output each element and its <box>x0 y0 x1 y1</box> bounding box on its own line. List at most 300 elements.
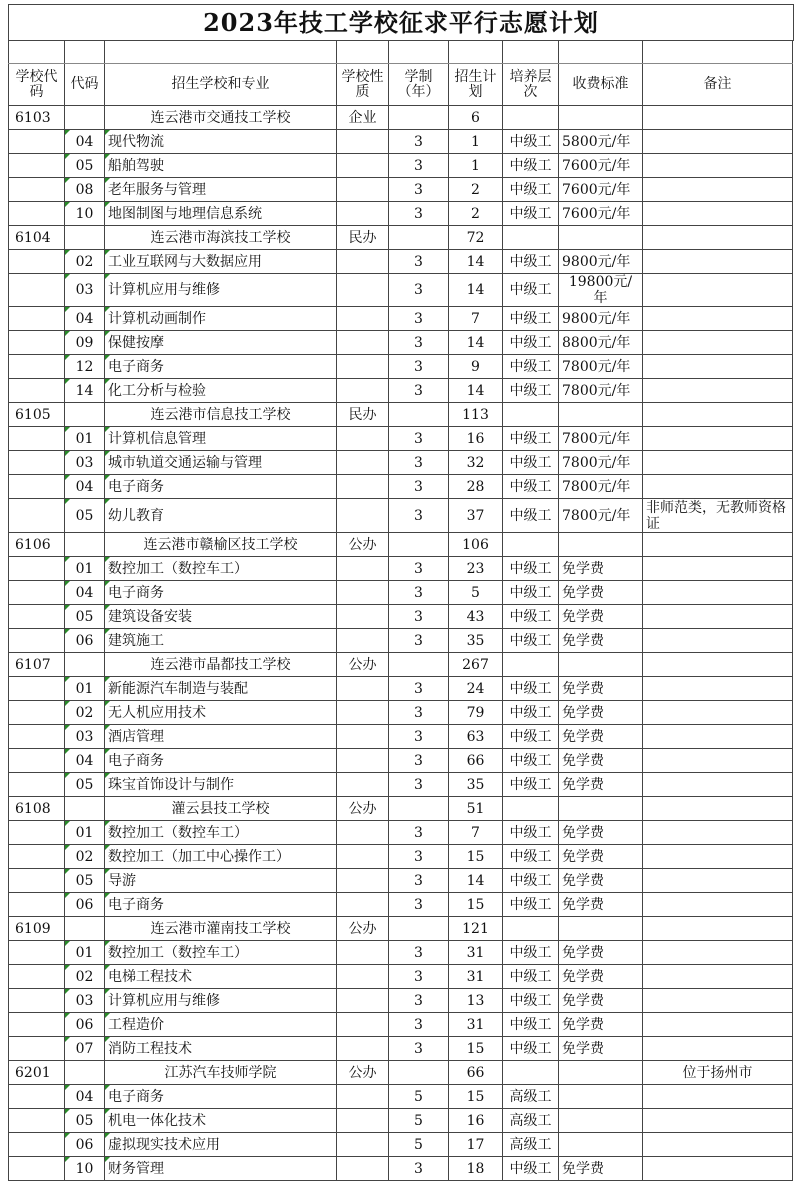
spacer-row <box>9 41 793 64</box>
major-level-cell: 中级工 <box>503 451 559 475</box>
major-fee-cell: 免学费 <box>559 989 643 1013</box>
major-row <box>9 629 793 653</box>
major-years-cell: 3 <box>389 499 449 533</box>
major-years-cell: 3 <box>389 307 449 331</box>
school-nature-cell: 公办 <box>337 917 389 941</box>
major-fee-cell: 7600元/年 <box>559 178 643 202</box>
major-fee-cell: 免学费 <box>559 869 643 893</box>
major-fee-cell: 免学费 <box>559 965 643 989</box>
major-code-cell: 10 <box>65 202 105 226</box>
school-note-cell <box>643 797 793 821</box>
school-nature-cell: 企业 <box>337 106 389 130</box>
major-code-cell: 04 <box>65 130 105 154</box>
major-nature-cell <box>337 749 389 773</box>
major-nature-cell <box>337 451 389 475</box>
major-note-cell <box>643 331 793 355</box>
major-years-cell: 3 <box>389 965 449 989</box>
school-code-cell <box>9 629 65 653</box>
major-note-cell <box>643 701 793 725</box>
major-nature-cell <box>337 677 389 701</box>
major-note-cell <box>643 605 793 629</box>
major-level-cell: 中级工 <box>503 250 559 274</box>
major-nature-cell <box>337 1037 389 1061</box>
school-nature-cell: 民办 <box>337 226 389 250</box>
major-name-cell: 电子商务 <box>105 475 337 499</box>
major-level-cell: 中级工 <box>503 773 559 797</box>
school-code-cell: 6107 <box>9 653 65 677</box>
major-level-cell: 高级工 <box>503 1085 559 1109</box>
major-level-cell: 中级工 <box>503 965 559 989</box>
major-note-cell <box>643 965 793 989</box>
major-row <box>9 845 793 869</box>
major-fee-cell: 8800元/年 <box>559 331 643 355</box>
school-row <box>9 403 793 427</box>
major-code-cell: 14 <box>65 379 105 403</box>
school-plan-cell: 267 <box>449 653 503 677</box>
major-name-cell: 新能源汽车制造与装配 <box>105 677 337 701</box>
major-level-cell: 中级工 <box>503 178 559 202</box>
major-plan-cell: 13 <box>449 989 503 1013</box>
school-plan-cell: 6 <box>449 106 503 130</box>
header-plan: 招生计划 <box>449 64 503 106</box>
school-code-cell <box>9 749 65 773</box>
major-plan-cell: 28 <box>449 475 503 499</box>
major-years-cell: 3 <box>389 845 449 869</box>
major-nature-cell <box>337 845 389 869</box>
major-note-cell <box>643 869 793 893</box>
school-name-cell: 江苏汽车技师学院 <box>105 1061 337 1085</box>
school-code-cell <box>9 178 65 202</box>
major-name-cell: 虚拟现实技术应用 <box>105 1133 337 1157</box>
school-fee-cell <box>559 106 643 130</box>
school-fee-cell <box>559 653 643 677</box>
major-level-cell: 高级工 <box>503 1109 559 1133</box>
school-name-cell: 连云港市交通技工学校 <box>105 106 337 130</box>
major-row <box>9 274 793 307</box>
major-fee-cell: 免学费 <box>559 773 643 797</box>
major-nature-cell <box>337 499 389 533</box>
major-years-cell: 3 <box>389 821 449 845</box>
school-code-cell: 6106 <box>9 533 65 557</box>
major-row <box>9 379 793 403</box>
major-code-cell: 07 <box>65 1037 105 1061</box>
major-code-cell: 06 <box>65 893 105 917</box>
major-level-cell: 中级工 <box>503 941 559 965</box>
major-nature-cell <box>337 307 389 331</box>
major-note-cell <box>643 379 793 403</box>
major-name-cell: 计算机动画制作 <box>105 307 337 331</box>
major-code-cell: 01 <box>65 557 105 581</box>
major-plan-cell: 31 <box>449 1013 503 1037</box>
major-plan-cell: 14 <box>449 869 503 893</box>
major-plan-cell: 23 <box>449 557 503 581</box>
major-fee-cell: 7600元/年 <box>559 154 643 178</box>
major-row <box>9 355 793 379</box>
major-code-cell <box>65 797 105 821</box>
school-fee-cell <box>559 797 643 821</box>
major-level-cell: 高级工 <box>503 1133 559 1157</box>
major-years-cell: 5 <box>389 1133 449 1157</box>
major-level-cell: 中级工 <box>503 475 559 499</box>
major-years-cell: 3 <box>389 451 449 475</box>
major-nature-cell <box>337 557 389 581</box>
major-name-cell: 无人机应用技术 <box>105 701 337 725</box>
school-code-cell <box>9 355 65 379</box>
major-nature-cell <box>337 773 389 797</box>
major-note-cell <box>643 941 793 965</box>
school-name-cell: 连云港市海滨技工学校 <box>105 226 337 250</box>
major-code-cell: 04 <box>65 307 105 331</box>
major-years-cell: 3 <box>389 773 449 797</box>
major-fee-cell: 7800元/年 <box>559 427 643 451</box>
major-name-cell: 酒店管理 <box>105 725 337 749</box>
major-code-cell: 04 <box>65 475 105 499</box>
major-name-cell: 珠宝首饰设计与制作 <box>105 773 337 797</box>
school-fee-cell <box>559 226 643 250</box>
major-row <box>9 701 793 725</box>
major-note-cell <box>643 202 793 226</box>
major-level-cell: 中级工 <box>503 725 559 749</box>
major-name-cell: 工程造价 <box>105 1013 337 1037</box>
major-note-cell <box>643 581 793 605</box>
major-code-cell: 10 <box>65 1157 105 1181</box>
school-code-cell <box>9 605 65 629</box>
major-level-cell: 中级工 <box>503 355 559 379</box>
major-row <box>9 178 793 202</box>
major-nature-cell <box>337 379 389 403</box>
major-code-cell: 04 <box>65 581 105 605</box>
major-code-cell: 04 <box>65 749 105 773</box>
major-code-cell: 01 <box>65 821 105 845</box>
major-years-cell: 3 <box>389 331 449 355</box>
major-nature-cell <box>337 821 389 845</box>
major-fee-cell: 免学费 <box>559 941 643 965</box>
school-code-cell <box>9 250 65 274</box>
major-plan-cell: 35 <box>449 629 503 653</box>
major-code-cell: 05 <box>65 1109 105 1133</box>
major-note-cell <box>643 451 793 475</box>
major-nature-cell <box>337 941 389 965</box>
major-level-cell: 中级工 <box>503 331 559 355</box>
major-fee-cell: 免学费 <box>559 845 643 869</box>
major-row <box>9 1037 793 1061</box>
major-plan-cell: 14 <box>449 331 503 355</box>
major-note-cell <box>643 629 793 653</box>
school-note-cell <box>643 106 793 130</box>
header-fee: 收费标准 <box>559 64 643 106</box>
school-plan-cell: 106 <box>449 533 503 557</box>
major-name-cell: 电梯工程技术 <box>105 965 337 989</box>
major-row <box>9 1013 793 1037</box>
major-row <box>9 869 793 893</box>
school-name-cell: 灌云县技工学校 <box>105 797 337 821</box>
major-code-cell <box>65 653 105 677</box>
major-nature-cell <box>337 475 389 499</box>
school-code-cell <box>9 725 65 749</box>
major-plan-cell: 14 <box>449 250 503 274</box>
major-name-cell: 保健按摩 <box>105 331 337 355</box>
major-code-cell <box>65 226 105 250</box>
major-level-cell: 中级工 <box>503 821 559 845</box>
major-name-cell: 导游 <box>105 869 337 893</box>
school-plan-cell: 121 <box>449 917 503 941</box>
major-note-cell <box>643 749 793 773</box>
major-row <box>9 1157 793 1181</box>
major-fee-cell <box>559 1109 643 1133</box>
major-name-cell: 建筑设备安装 <box>105 605 337 629</box>
major-name-cell: 数控加工（加工中心操作工） <box>105 845 337 869</box>
major-row <box>9 307 793 331</box>
major-plan-cell: 16 <box>449 427 503 451</box>
major-name-cell: 计算机应用与维修 <box>105 274 337 307</box>
major-level-cell: 中级工 <box>503 677 559 701</box>
school-code-cell <box>9 202 65 226</box>
school-code-cell <box>9 331 65 355</box>
school-name-cell: 连云港市灌南技工学校 <box>105 917 337 941</box>
major-plan-cell: 15 <box>449 1037 503 1061</box>
school-code-cell <box>9 581 65 605</box>
major-name-cell: 机电一体化技术 <box>105 1109 337 1133</box>
major-code-cell <box>65 533 105 557</box>
major-row <box>9 557 793 581</box>
major-years-cell: 3 <box>389 581 449 605</box>
major-name-cell: 老年服务与管理 <box>105 178 337 202</box>
table-header-row <box>9 64 793 106</box>
school-fee-cell <box>559 1061 643 1085</box>
school-level-cell <box>503 403 559 427</box>
major-years-cell: 3 <box>389 869 449 893</box>
major-plan-cell: 63 <box>449 725 503 749</box>
major-plan-cell: 5 <box>449 581 503 605</box>
major-row <box>9 989 793 1013</box>
school-note-cell: 位于扬州市 <box>643 1061 793 1085</box>
major-name-cell: 幼儿教育 <box>105 499 337 533</box>
major-code-cell: 01 <box>65 427 105 451</box>
major-name-cell: 电子商务 <box>105 1085 337 1109</box>
header-years: 学制（年） <box>389 64 449 106</box>
major-nature-cell <box>337 427 389 451</box>
major-fee-cell <box>559 1133 643 1157</box>
major-note-cell <box>643 557 793 581</box>
major-level-cell: 中级工 <box>503 989 559 1013</box>
school-code-cell <box>9 965 65 989</box>
major-name-cell: 船舶驾驶 <box>105 154 337 178</box>
school-code-cell <box>9 1133 65 1157</box>
major-row <box>9 965 793 989</box>
plan-table <box>8 40 793 1181</box>
major-row <box>9 1133 793 1157</box>
school-code-cell: 6201 <box>9 1061 65 1085</box>
major-code-cell: 05 <box>65 869 105 893</box>
major-fee-cell: 免学费 <box>559 821 643 845</box>
school-nature-cell: 公办 <box>337 653 389 677</box>
school-years-cell <box>389 226 449 250</box>
major-plan-cell: 37 <box>449 499 503 533</box>
school-code-cell <box>9 451 65 475</box>
major-code-cell: 08 <box>65 178 105 202</box>
major-code-cell <box>65 917 105 941</box>
major-plan-cell: 79 <box>449 701 503 725</box>
major-nature-cell <box>337 581 389 605</box>
major-level-cell: 中级工 <box>503 749 559 773</box>
school-code-cell <box>9 499 65 533</box>
major-code-cell: 05 <box>65 499 105 533</box>
major-nature-cell <box>337 154 389 178</box>
major-nature-cell <box>337 331 389 355</box>
major-nature-cell <box>337 130 389 154</box>
major-level-cell: 中级工 <box>503 845 559 869</box>
major-years-cell: 3 <box>389 629 449 653</box>
school-years-cell <box>389 797 449 821</box>
major-nature-cell <box>337 629 389 653</box>
major-fee-cell: 9800元/年 <box>559 250 643 274</box>
school-code-cell <box>9 773 65 797</box>
school-years-cell <box>389 917 449 941</box>
major-plan-cell: 14 <box>449 274 503 307</box>
major-fee-cell: 免学费 <box>559 1013 643 1037</box>
school-code-cell <box>9 989 65 1013</box>
major-row <box>9 725 793 749</box>
school-fee-cell <box>559 403 643 427</box>
school-name-cell: 连云港市赣榆区技工学校 <box>105 533 337 557</box>
major-years-cell: 3 <box>389 725 449 749</box>
school-code-cell <box>9 475 65 499</box>
major-fee-cell: 19800元/年 <box>559 274 643 307</box>
major-name-cell: 电子商务 <box>105 581 337 605</box>
major-name-cell: 数控加工（数控车工） <box>105 557 337 581</box>
major-note-cell: 非师范类，无教师资格证 <box>643 499 793 533</box>
major-years-cell: 3 <box>389 605 449 629</box>
major-name-cell: 建筑施工 <box>105 629 337 653</box>
major-code-cell: 04 <box>65 1085 105 1109</box>
school-code-cell <box>9 869 65 893</box>
major-nature-cell <box>337 274 389 307</box>
major-row <box>9 154 793 178</box>
major-years-cell: 3 <box>389 475 449 499</box>
major-level-cell: 中级工 <box>503 581 559 605</box>
major-level-cell: 中级工 <box>503 893 559 917</box>
major-note-cell <box>643 130 793 154</box>
major-row <box>9 821 793 845</box>
header-note: 备注 <box>643 64 793 106</box>
major-fee-cell: 7800元/年 <box>559 451 643 475</box>
major-code-cell <box>65 1061 105 1085</box>
major-plan-cell: 7 <box>449 821 503 845</box>
major-years-cell: 3 <box>389 154 449 178</box>
school-level-cell <box>503 917 559 941</box>
major-plan-cell: 2 <box>449 202 503 226</box>
major-note-cell <box>643 1085 793 1109</box>
major-note-cell <box>643 989 793 1013</box>
major-level-cell: 中级工 <box>503 130 559 154</box>
major-plan-cell: 31 <box>449 941 503 965</box>
major-code-cell: 03 <box>65 989 105 1013</box>
major-years-cell: 3 <box>389 130 449 154</box>
school-code-cell: 6109 <box>9 917 65 941</box>
major-nature-cell <box>337 178 389 202</box>
major-nature-cell <box>337 725 389 749</box>
major-fee-cell: 7600元/年 <box>559 202 643 226</box>
major-code-cell: 05 <box>65 773 105 797</box>
major-level-cell: 中级工 <box>503 307 559 331</box>
major-row <box>9 1109 793 1133</box>
major-fee-cell: 免学费 <box>559 1157 643 1181</box>
school-nature-cell: 公办 <box>337 797 389 821</box>
major-nature-cell <box>337 355 389 379</box>
school-code-cell <box>9 154 65 178</box>
major-plan-cell: 32 <box>449 451 503 475</box>
major-row <box>9 202 793 226</box>
school-code-cell <box>9 1157 65 1181</box>
major-fee-cell: 免学费 <box>559 605 643 629</box>
school-code-cell <box>9 821 65 845</box>
major-name-cell: 电子商务 <box>105 893 337 917</box>
major-nature-cell <box>337 250 389 274</box>
major-note-cell <box>643 893 793 917</box>
major-name-cell: 计算机应用与维修 <box>105 989 337 1013</box>
school-plan-cell: 51 <box>449 797 503 821</box>
major-note-cell <box>643 475 793 499</box>
major-code-cell: 03 <box>65 725 105 749</box>
major-years-cell: 3 <box>389 202 449 226</box>
major-years-cell: 3 <box>389 355 449 379</box>
major-plan-cell: 66 <box>449 749 503 773</box>
major-nature-cell <box>337 989 389 1013</box>
page-title: 2023年技工学校征求平行志愿计划 <box>8 4 794 41</box>
major-level-cell: 中级工 <box>503 427 559 451</box>
major-note-cell <box>643 773 793 797</box>
major-level-cell: 中级工 <box>503 1013 559 1037</box>
major-note-cell <box>643 1157 793 1181</box>
major-years-cell: 3 <box>389 1157 449 1181</box>
school-plan-cell: 72 <box>449 226 503 250</box>
major-years-cell: 3 <box>389 701 449 725</box>
major-level-cell: 中级工 <box>503 557 559 581</box>
major-level-cell: 中级工 <box>503 701 559 725</box>
major-note-cell <box>643 1037 793 1061</box>
major-level-cell: 中级工 <box>503 379 559 403</box>
school-code-cell: 6103 <box>9 106 65 130</box>
major-code-cell: 02 <box>65 701 105 725</box>
major-plan-cell: 18 <box>449 1157 503 1181</box>
major-years-cell: 3 <box>389 178 449 202</box>
school-row <box>9 226 793 250</box>
major-note-cell <box>643 677 793 701</box>
major-row <box>9 427 793 451</box>
major-code-cell: 06 <box>65 1013 105 1037</box>
major-note-cell <box>643 821 793 845</box>
major-plan-cell: 1 <box>449 154 503 178</box>
major-years-cell: 3 <box>389 941 449 965</box>
major-plan-cell: 15 <box>449 845 503 869</box>
major-plan-cell: 1 <box>449 130 503 154</box>
school-plan-cell: 66 <box>449 1061 503 1085</box>
school-fee-cell <box>559 917 643 941</box>
school-row <box>9 917 793 941</box>
school-level-cell <box>503 226 559 250</box>
header-level: 培养层次 <box>503 64 559 106</box>
major-fee-cell: 免学费 <box>559 893 643 917</box>
major-nature-cell <box>337 1157 389 1181</box>
major-fee-cell: 免学费 <box>559 677 643 701</box>
major-name-cell: 电子商务 <box>105 749 337 773</box>
major-level-cell: 中级工 <box>503 869 559 893</box>
major-nature-cell <box>337 605 389 629</box>
major-years-cell: 3 <box>389 427 449 451</box>
school-code-cell <box>9 274 65 307</box>
school-level-cell <box>503 653 559 677</box>
major-years-cell: 3 <box>389 250 449 274</box>
